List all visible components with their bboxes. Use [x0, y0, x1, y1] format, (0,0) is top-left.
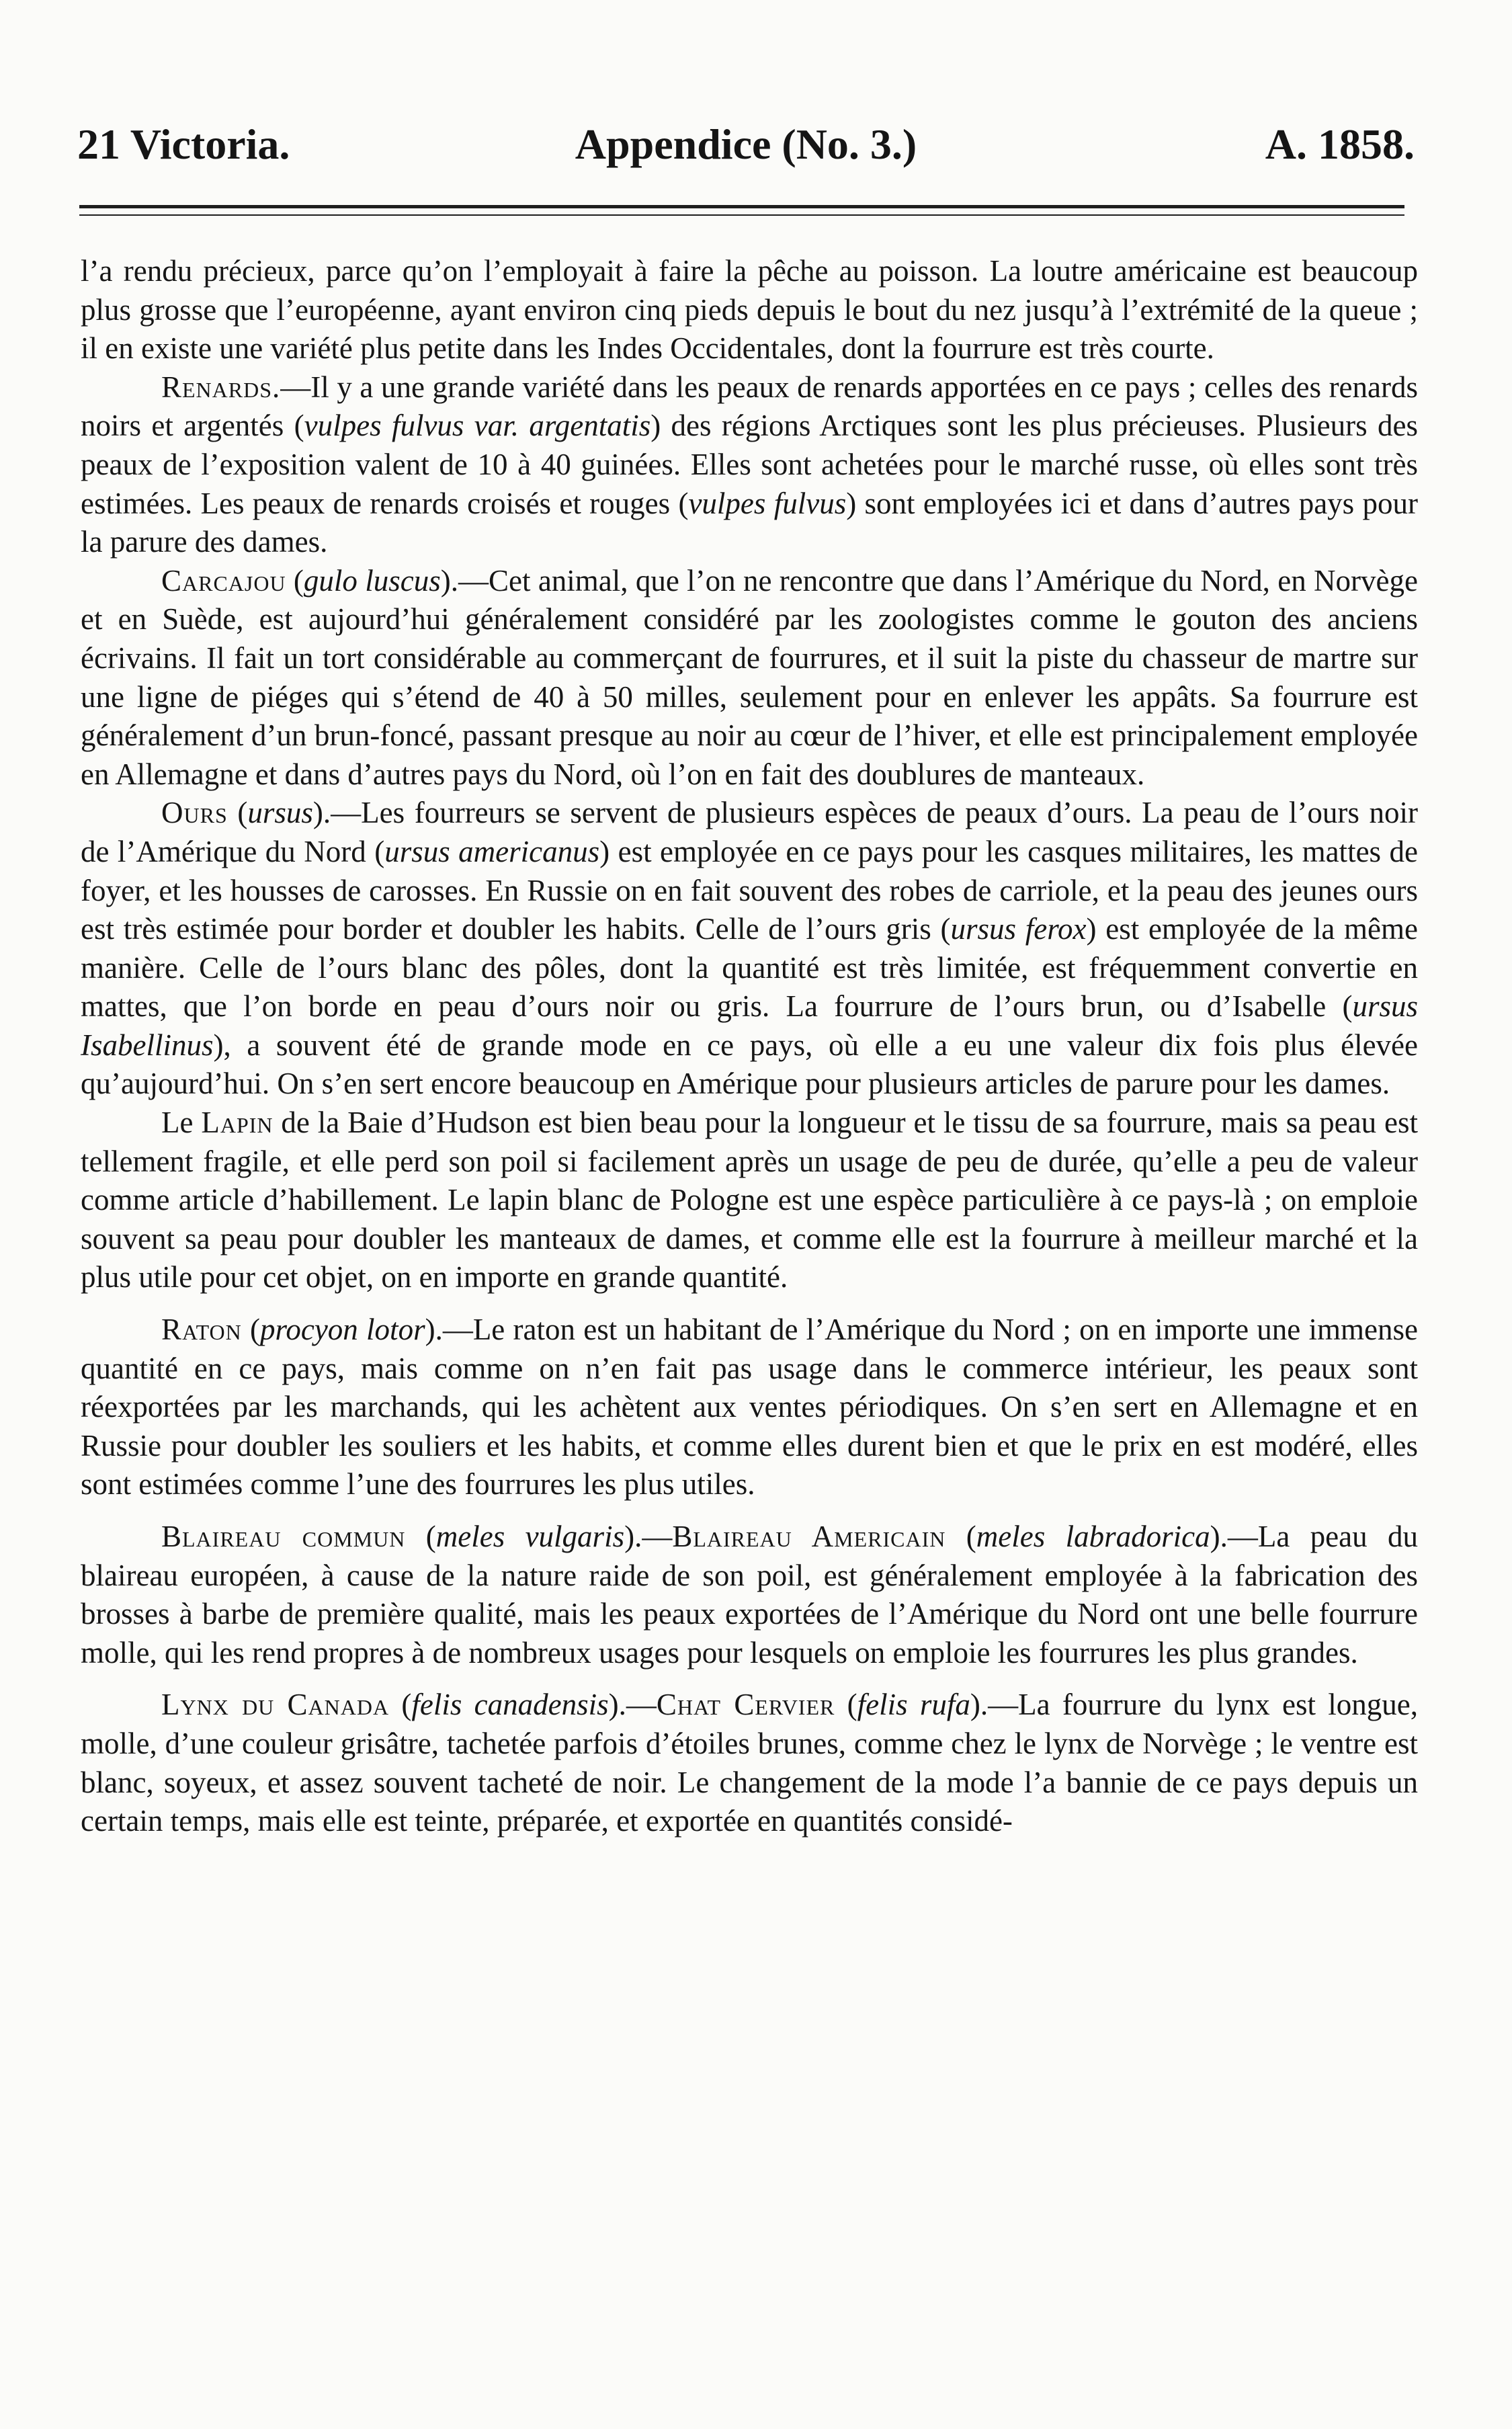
paragraph [81, 1311, 1418, 1504]
text-run: ( [835, 1688, 857, 1722]
text-run: ).—Cet animal, que l’on ne rencontre que dans l’Amérique du Nord, en Norvège et en Suède, est aujourd’hui généralement considéré par les zoologistes comme le gouton des anciens écrivains. Il fait un tort considérable au commerçant de fourrures, et il suit la piste du chasseur de martre sur une ligne de piéges qui s’étend de 40 à 50 milles, seulement pour en enlever les appâts. Sa fourrure est généralement d’un brun-foncé, passant presque au noir au cœur de l’hiver, et elle est principalement employée en Allemagne et dans d’autres pays du Nord, où l’on en fait des doublures de manteaux. [81, 563, 1418, 791]
entry-heading: Lapin [201, 1106, 274, 1140]
body-text [81, 252, 1418, 1841]
species-name: ursus americanus [384, 834, 600, 868]
text-run: ( [946, 1520, 976, 1553]
text-run: ).—Le raton est un habitant de l’Amérique du Nord ; on en importe une immense quantité en ce pays, mais comme on n’en fait pas usage dans le commerce intérieur, les peaux sont réexportées par les marchands, qui les achètent aux ventes périodiques. On s’en sert en Allemagne et en Russie pour doubler les souliers et les habits, et comme elles durent bien et que le prix en est modéré, elles sont estimées comme l’une des fourrures les plus utiles. [81, 1313, 1418, 1501]
running-header [77, 108, 1415, 181]
header-year: A. 1858. [1265, 120, 1415, 168]
text-run: ).— [624, 1520, 673, 1553]
text-run: ) est employée en ce pays pour les casques militaires, les mattes de foyer, et les housses de carosses. En Russie on en fait souvent des robes de carriole, et la peau des jeunes ours est très estimée pour border et doubler les habits. Celle de l’ours gris ( [81, 834, 1418, 946]
text-run: —Il y a une grande variété dans les peaux de renards apportées en ce pays ; celles des renards noirs et argentés ( [81, 370, 1418, 443]
text-run: Le [161, 1106, 202, 1140]
entry-heading: Ours [161, 796, 228, 830]
text-run: ( [389, 1688, 412, 1722]
text-run: ), a souvent été de grande mode en ce pays, où elle a eu une valeur dix fois plus élevée qu’aujourd’hui. On s’en sert encore beaucoup en Amérique pour plusieurs articles de parure pour les dames. [81, 1028, 1418, 1101]
entry-heading: Renards. [161, 370, 281, 404]
species-name: meles vulgaris [435, 1520, 625, 1553]
species-name: ursus Isabellinus [81, 989, 1418, 1062]
paragraph [81, 368, 1418, 562]
species-name: felis canadensis [411, 1688, 609, 1722]
text-run: l’a rendu précieux, parce qu’on l’employait à faire la pêche au poisson. La loutre américaine est beaucoup plus grosse que l’européenne, ayant environ cinq pieds depuis le bout du nez jusqu’à l’extrémité de la queue ; il en existe une variété plus petite dans les Indes Occidentales, dont la fourrure est très courte. [81, 254, 1418, 366]
paragraph [81, 252, 1418, 368]
text-run: ).— [608, 1688, 657, 1722]
text-run: ).—La peau du blaireau européen, à cause de la nature raide de son poil, est généralement employée à la fabrication des brosses à barbe de première qualité, mais les peaux exportées de l’Amérique du Nord ont une belle fourrure molle, qui les rend propres à de nombreux usages pour lesquels on emploie les fourrures les plus grandes. [81, 1520, 1418, 1670]
entry-heading: Blaireau commun [161, 1520, 406, 1553]
text-run: ).—La fourrure du lynx est longue, molle, d’une couleur grisâtre, tachetée parfois d’étoiles brunes, comme chez le lynx de Norvège ; le ventre est blanc, soyeux, et assez souvent tacheté de noir. Le changement de la mode l’a bannie de ce pays depuis un certain temps, mais elle est teinte, préparée, et exportée en quantités considé- [81, 1688, 1418, 1838]
species-name: vulpes fulvus var. argentatis [304, 409, 651, 443]
text-run: de la Baie d’Hudson est bien beau pour la longueur et le tissu de sa fourrure, mais sa peau est tellement fragile, et elle perd son poil si facilement après un usage de peu de durée, qu’elle a peu de valeur comme article d’habillement. Le lapin blanc de Pologne est une espèce particulière à ce pays-là ; on emploie souvent sa peau pour doubler les manteaux de dames, et comme elle est la fourrure à meilleur marché et la plus utile pour cet objet, on en importe en grande quantité. [81, 1106, 1418, 1294]
text-run: ( [405, 1520, 436, 1553]
text-run: ( [241, 1313, 261, 1347]
species-name: meles labradorica [976, 1520, 1210, 1553]
header-rule-thin [79, 214, 1404, 216]
species-name: felis rufa [857, 1688, 970, 1722]
text-run: ) est employée de la même manière. Celle de l’ours blanc des pôles, dont la quantité est très limitée, est fréquemment convertie en mattes, que l’on borde en peau d’ours noir ou gris. La fourrure de l’ours brun, ou d’Isabelle ( [81, 912, 1418, 1024]
text-run: ( [227, 796, 248, 830]
species-name: ursus [247, 796, 313, 830]
text-run: ( [286, 563, 304, 598]
entry-heading: Chat Cervier [656, 1688, 835, 1722]
species-name: gulo luscus [303, 563, 441, 598]
paragraph [81, 794, 1418, 1104]
paragraph [81, 1686, 1418, 1840]
species-name: ursus ferox [950, 912, 1087, 946]
header-volume: 21 Victoria. [77, 120, 290, 168]
text-run: ) sont employées ici et dans d’autres pays pour la parure des dames. [81, 486, 1418, 559]
species-name: procyon lotor [260, 1313, 425, 1347]
paragraph [81, 1104, 1418, 1297]
entry-heading: Raton [161, 1313, 242, 1347]
header-rule-thick [79, 205, 1404, 208]
species-name: vulpes fulvus [688, 486, 847, 520]
text-run: ) des régions Arctiques sont les plus précieuses. Plusieurs des peaux de l’exposition valent de 10 à 40 guinées. Elles sont achetées pour le marché russe, où elles sont très estimées. Les peaux de renards croisés et rouges ( [81, 409, 1418, 520]
entry-heading: Carcajou [161, 563, 286, 598]
paragraph [81, 1518, 1418, 1672]
entry-heading: Lynx du Canada [161, 1688, 390, 1722]
paragraph [81, 562, 1418, 794]
header-title: Appendice (No. 3.) [575, 120, 917, 168]
entry-heading: Blaireau Americain [672, 1520, 946, 1553]
text-run: ).—Les fourreurs se servent de plusieurs espèces de peaux d’ours. La peau de l’ours noir de l’Amérique du Nord ( [81, 796, 1418, 868]
